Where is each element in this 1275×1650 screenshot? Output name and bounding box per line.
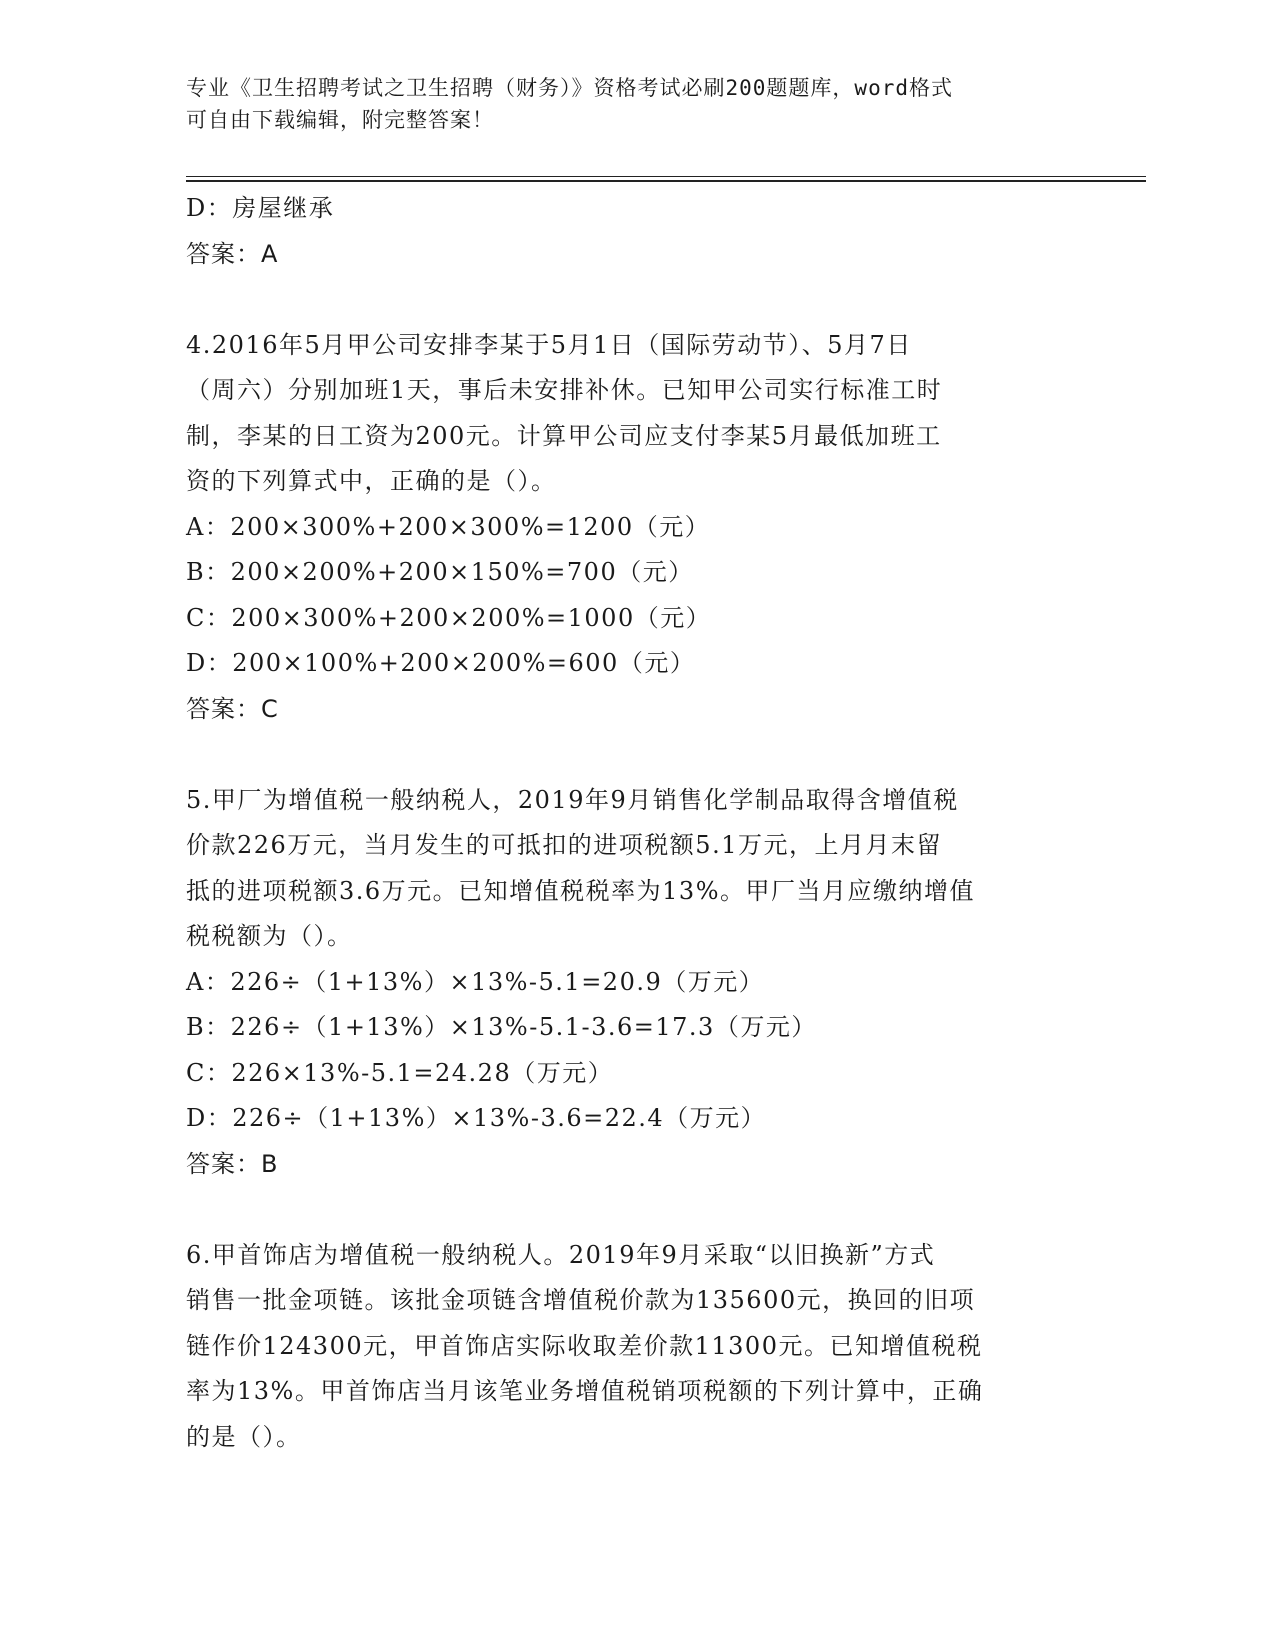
question-4-stem-line: 4.2016年5月甲公司安排李某于5月1日（国际劳动节）、5月7日 — [186, 330, 912, 359]
question-5-option-a: A：226÷（1+13%）×13%-5.1=20.9（万元） — [186, 967, 765, 996]
header-divider-thin — [186, 176, 1146, 177]
question-5-option-b: B：226÷（1+13%）×13%-5.1-3.6=17.3（万元） — [186, 1013, 817, 1041]
header-divider-thick — [186, 180, 1146, 182]
question-5-option-c: C：226×13%-5.1=24.28（万元） — [186, 1058, 614, 1087]
question-4-option-b: B：200×200%+200×150%=700（元） — [186, 558, 694, 586]
question-4-stem-line: （周六）分别加班1天，事后未安排补休。已知甲公司实行标准工时 — [186, 376, 943, 404]
question-6-stem-line: 6.甲首饰店为增值税一般纳税人。2019年9月采取“以旧换新”方式 — [186, 1240, 936, 1269]
header-title-line-2: 可自由下载编辑，附完整答案！ — [186, 108, 494, 132]
question-5-stem-line: 税税额为（）。 — [186, 922, 353, 950]
question-4 — [186, 323, 1086, 733]
document-header — [186, 72, 1066, 136]
question-4-option-d: D：200×100%+200×200%=600（元） — [186, 649, 696, 677]
question-6-stem-line: 销售一批金项链。该批金项链含增值税价款为135600元，换回的旧项 — [186, 1286, 976, 1314]
question-5 — [186, 778, 1086, 1188]
spacer — [186, 732, 1086, 778]
spacer — [186, 277, 1086, 323]
question-5-option-d: D：226÷（1+13%）×13%-3.6=22.4（万元） — [186, 1104, 767, 1132]
question-5-stem-line: 抵的进项税额3.6万元。已知增值税税率为13%。甲厂当月应缴纳增值 — [186, 876, 976, 905]
question-5-stem-line: 5.甲厂为增值税一般纳税人，2019年9月销售化学制品取得含增值税 — [186, 785, 959, 814]
spacer — [186, 1187, 1086, 1233]
question-4-option-c: C：200×300%+200×200%=1000（元） — [186, 603, 712, 632]
question-5-stem-line: 价款226万元，当月发生的可抵扣的进项税额5.1万元，上月月末留 — [186, 831, 942, 859]
question-5-answer: 答案：B — [186, 1149, 279, 1178]
document-body — [186, 186, 1086, 1460]
prev-question-option-d: D：房屋继承 — [186, 194, 335, 222]
header-title-line-1: 专业《卫生招聘考试之卫生招聘（财务）》资格考试必刷200题题库，word格式 — [186, 76, 953, 100]
question-4-answer: 答案：C — [186, 694, 279, 723]
question-4-stem-line: 资的下列算式中，正确的是（）。 — [186, 467, 557, 495]
question-4-stem-line: 制，李某的日工资为200元。计算甲公司应支付李某5月最低加班工 — [186, 421, 942, 450]
question-6 — [186, 1233, 1086, 1461]
question-6-stem-line: 链作价124300元，甲首饰店实际收取差价款11300元。已知增值税税 — [186, 1331, 983, 1360]
prev-question-answer: 答案：A — [186, 239, 279, 268]
question-6-stem-line: 的是（）。 — [186, 1422, 302, 1451]
question-6-stem-line: 率为13%。甲首饰店当月该笔业务增值税销项税额的下列计算中，正确 — [186, 1377, 984, 1405]
question-4-option-a: A：200×300%+200×300%=1200（元） — [186, 512, 711, 541]
